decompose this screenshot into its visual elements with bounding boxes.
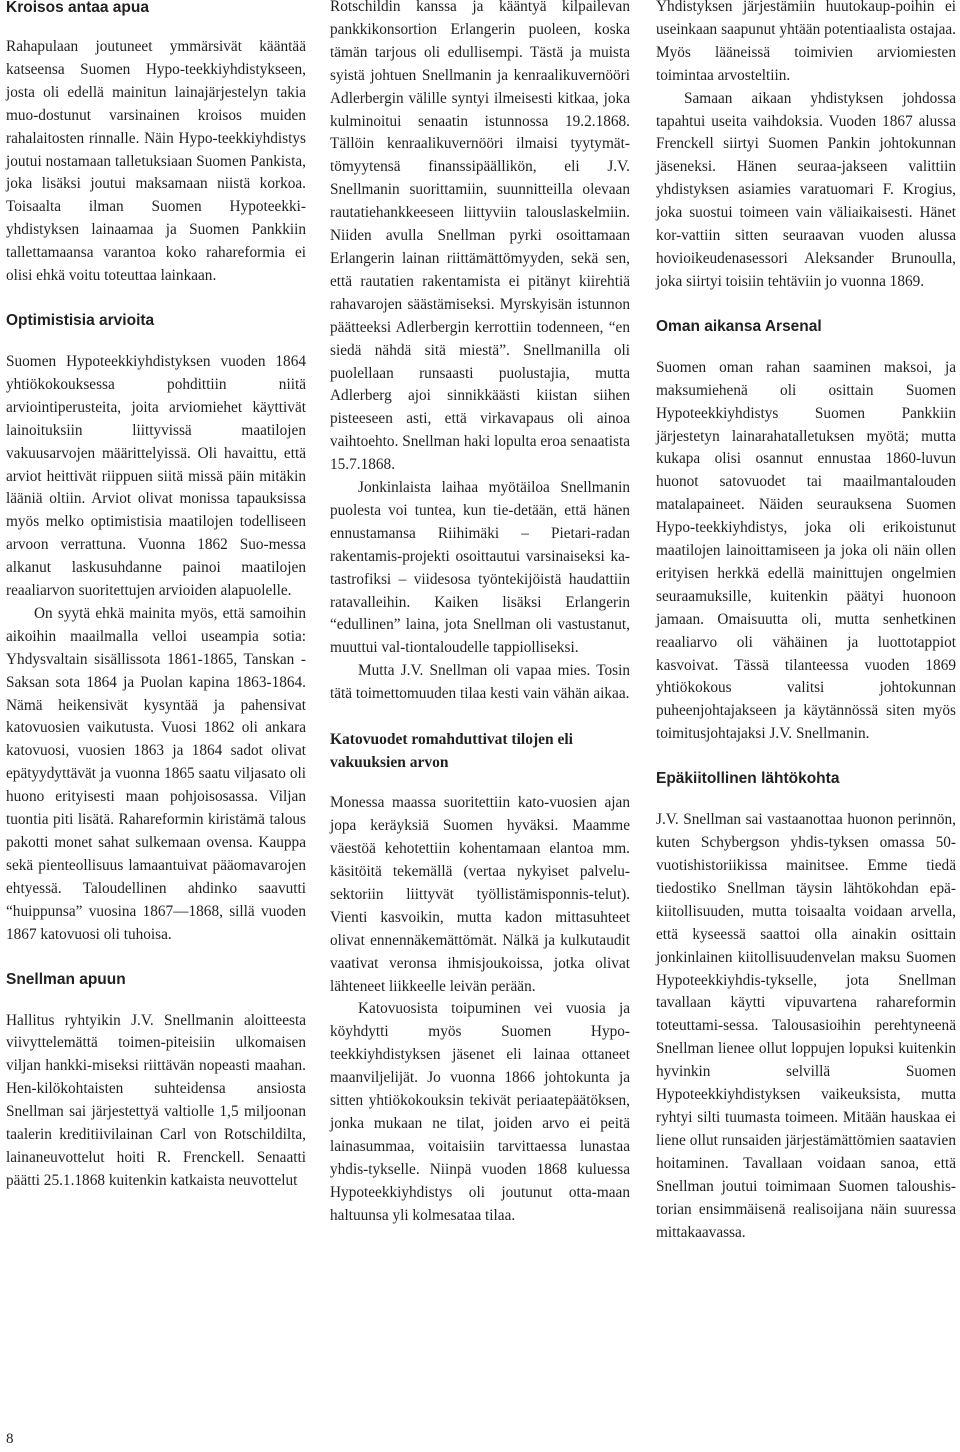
paragraph: On syytä ehkä mainita myös, että samoihin aikoihin maailmalla velloi useampia sotia: Yhdysvaltain sisällissota 1861-1865, Tanskan - Saksan sota 1864 ja Puolan kapina 1863-1864. Nämä heikensivät kysyntää ja pahensivat katovuosien vaikutusta. Vuosi 1862 oli ankara katovuosi, vuosien 1863 ja 1864 sadot olivat epätyydyttävät ja vuonna 1865 saatu viljasato oli huono erityisesti maan pohjoisosassa. Viljan tuontia piti lisätä. Rahareformin kiristämä talous pakotti monet sahat sulkemaan ovensa. Kauppa sekä pienteollisuus lamaantuivat pääomavarojen ehtyessä. Taloudellinen ahdinko saavutti “huippunsa” vuosina 1867—1868, sillä vuoden 1867 katovuosi oli tuhoisa. — [6, 604, 306, 943]
column-right — [656, 0, 956, 1244]
column-left — [6, 0, 306, 1193]
paragraph: Yhdistyksen järjestämiin huutokaup-poihin ei useinkaan saapunut yhtään potentiaalista ostajaa. Myös lääneissä toimivien arviomiesten toimintaa arvosteltiin. — [656, 0, 956, 84]
paragraph: Samaan aikaan yhdistyksen johdossa tapahtui useita vaihdoksia. Vuoden 1867 alussa Frenckell siirtyi Suomen Pankin johtokunnan jäseneksi. Hänen seuraa-jakseen valittiin yhdistyksen asiamies varatuomari F. Krogius, joka suostui toimeen vain väliaikaisesti. Hänet kor-vattiin sitten seuraavan vuoden alussa hovioikeudenasessori Aleksander Brunoulla, joka siirtyi toisiin tehtäviin jo vuonna 1869. — [656, 89, 956, 290]
paragraph: Hallitus ryhtyikin J.V. Snellmanin aloitteesta viivyttelemättä toimen-piteisiin ulkomaisen viljan hankki-miseksi riittävän nopeasti maahan. Hen-kilökohtaisten suhteidensa ansiosta Snellman sai järjestettyä valtiolle 1,5 miljoonan taalerin kreditiivilainan Carl von Rotschildilta, lainaneuvottelut hoiti R. Frenckell. Senaatti päätti 25.1.1868 kuitenkin katkaista neuvottelut — [6, 1011, 306, 1189]
paragraph: Mutta J.V. Snellman oli vapaa mies. Tosin tätä toimettomuuden tilaa kesti vain vähän aikaa. — [330, 662, 630, 703]
section-heading: Kroisos antaa apua — [6, 0, 149, 16]
section-heading: Oman aikansa Arsenal — [656, 317, 822, 335]
column-middle — [330, 0, 630, 1228]
paragraph: Katovuosista toipuminen vei vuosia ja köyhdytti myös Suomen Hypo-teekkiyhdistyksen jäsenet eli lainaa ottaneet maanviljelijät. Jo vuonna 1866 johtokunta ja sitten yhtiökokouksin tekivät periaatepäätöksen, jonka mukaan ne tilat, joiden arvo ei peitä lainasummaa, voitaisiin tarvittaessa lunastaa yhdis-tykselle. Niinpä vuoden 1868 kuluessa Hypoteekkiyhdistys oli joutunut otta-maan haltuunsa yli kolmesataa tilaa. — [330, 1000, 630, 1224]
section-heading: Snellman apuun — [6, 970, 126, 988]
section-heading: Optimistisia arvioita — [6, 311, 155, 329]
paragraph: Rahapulaan joutuneet ymmärsivät kääntää katseensa Suomen Hypo-teekkiyhdistykseen, josta oli edellä mainitun lainajärjestelyn takia muo-dostunut varsinainen kroisos muiden rahalaitosten rinnalle. Näin Hypo-teekkiyhdistys joutui nostamaan talletuksiaan Suomen Pankista, joka lisäksi joutui maksamaan niistä korkoa. Toisaalta ilman Suomen Hypoteekki-yhdistyksen lainaamaa ja Suomen Pankkiin tallettamaansa varantoa koko rahareformia ei olisi ehkä voitu toteuttaa lainkaan. — [6, 38, 306, 285]
paragraph: Suomen oman rahan saaminen maksoi, ja maksumiehenä oli osittain Suomen Hypoteekkiyhdistys Suomen Pankkiin järjestetyn lainarahatalletuksen myötä; mutta kukapa olisi osannut ennustaa 1860-luvun huonot satovuodet tai maailmantalouden matalapaineet. Näiden seurauksena Suomen Hypo-teekkiyhdistys, joka oli erikoistunut maatilojen lainoittamiseen ja joka oli näin ollen erityisen herkkä edellä mainittujen ongelmien seuraamuksille, kuitenkin päätyi huonoon jamaan. Omaisuutta oli, mutta senhetkinen reaaliarvo oli vähäinen ja luottotappiot kasvoivat. Tässä tilanteessa vuoden 1869 yhtiökokous valitsi johtokunnan puheenjohtajakseen ja käytännössä siten myös toimitusjohtajaksi J.V. Snellmanin. — [656, 358, 956, 743]
paragraph: Suomen Hypoteekkiyhdistyksen vuoden 1864 yhtiökokouksessa pohdittiin niitä arviointiperusteita, joita arviomiehet käyttivät lainoituksiin liittyvissä maatilojen vakuusarvojen määrittelyissä. Oli havaittu, että arviot heittivät riippuen siitä missä päin mitäkin lääniä oltiin. Arviot olivat monissa tapauksissa myös melko optimistisia maatilojen todelliseen arvoon verrattuna. Vuonna 1862 Suo-messa alkanut laskusuhdanne painoi maatilojen reaaliarvon suoritettujen arvioiden alapuolelle. — [6, 352, 306, 600]
paragraph: Rotschildin kanssa ja kääntyä kilpailevan pankkikonsortion Erlangerin puoleen, koska tämän tarjous oli edullisempi. Tästä ja muista syistä johtuen Snellmanin ja kenraalikuvernööri Adlerbergin välille syntyi ilmeisesti kitkaa, joka kulminoitui senaatin istunnossa 19.2.1868. Tällöin kenraalikuvernööri ilmaisi tyytymät-tömyytensä finanssipäällikön, eli J.V. Snellmanin suorittamiin, suunnitteilla olevaan rautatiehankkeeseen liittyviin talouslaskelmiin. Niiden avulla Snellman pyrki osoittamaan Erlangerin lainan riittämättömyyden, sekä sen, että rautatien rakentamista ei pitänyt kiirehtiä rahavarojen säästämiseksi. Myrskyisän istunnon päätteeksi Adlerbergin kerrottiin todenneen, “en siedä nähdä sitä miestä”. Snellmanilla oli puolellaan runsaasti puolustajia, mutta Adlerberg ajoi sinnikkäästi kiistan siihen pisteeseen asti, että virkavapaus oli ainoa vaihtoehto. Snellman haki lopulta eroa senaatista 15.7.1868. — [330, 0, 630, 474]
section-heading: Epäkiitollinen lähtökohta — [656, 770, 840, 788]
section-heading: Katovuodet romahduttivat tilojen eli vakuuksien arvon — [330, 731, 573, 771]
paragraph: Monessa maassa suoritettiin kato-vuosien ajan jopa keräyksiä Suomen hyväksi. Maamme väestöä kehotettiin kohentamaan elantoa mm. käsitöitä tekemällä (vertaa nykyiset palvelu-sektoriin liittyvät työllistämisponnis-telut). Vienti kasvoikin, mutta kadon mittasuhteet olivat ennennäkemättömät. Nälkä ja kulkutaudit vaativat veronsa ihmisjoukoissa, jotka olivat lähteneet liikkeelle leivän perään. — [330, 794, 630, 995]
paragraph: J.V. Snellman sai vastaanottaa huonon perinnön, kuten Schybergson yhdis-tyksen omassa 50-vuotishistoriikissa mainitsee. Emme tiedä tiedostiko Snellman täysin lähtökohdan epä-kiitollisuuden, mutta toisaalta voidaan arvella, että kyseessä saattoi olla ainakin osittain jonkinlainen kiitollisuudenvelan maksu Suomen Hypoteekkiyhdis-tykselle, jota Snellman tavallaan käytti vipuvartena rahareformin toteuttami-sessa. Talousasioihin perehtyneenä Snellman lienee ollut loppujen lopuksi kuitenkin hyvinkin selvillä Suomen Hypoteekkiyhdistyksen vaikeuksista, mutta ryhtyi silti tuumasta toimeen. Mitään hauskaa ei liene ollut runsaiden järjestämättömien saatavien hoitaminen. Tavallaan voidaan sanoa, että Snellman joutui toimimaan Suomen taloushis-torian ensimmäisenä realisoijana näin suuressa mittakaavassa. — [656, 811, 956, 1241]
paragraph: Jonkinlaista laihaa myötäiloa Snellmanin puolesta voi tuntea, kun tie-detään, että hänen ennustamansa Riihimäki – Pietari-radan rakentamis-projekti osoittautui varsinaiseksi ka-tastrofiksi – viidesosa työntekijöistä haudattiin ratavalleihin. Kaiken lisäksi Erlangerin “edullinen” laina, jota Snellman oli vastustanut, muuttui val-tiontaloudelle tappiolliseksi. — [330, 479, 630, 657]
page-number: 8 — [6, 1431, 14, 1447]
